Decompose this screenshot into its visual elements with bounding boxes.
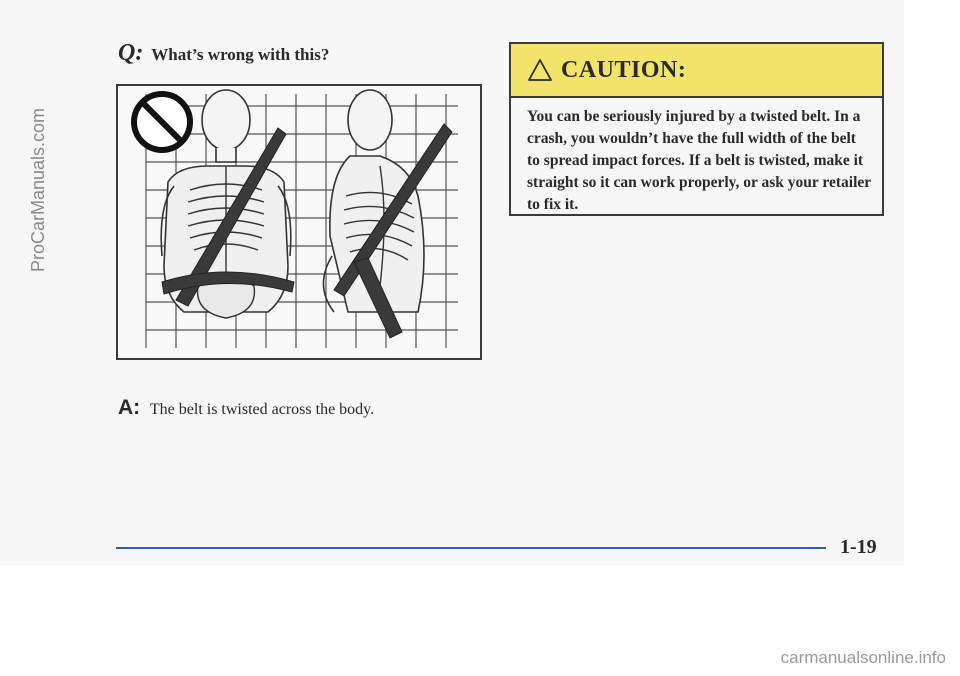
- illustration-drawing: [118, 86, 480, 358]
- caution-box: [509, 42, 884, 216]
- caution-header: [511, 44, 882, 98]
- bottom-watermark: carmanualsonline.info: [780, 648, 946, 667]
- warning-triangle-icon: [527, 58, 553, 82]
- answer-line: [118, 396, 374, 420]
- prohibition-icon: [134, 94, 190, 150]
- question-text: What’s wrong with this?: [151, 45, 330, 64]
- question-marker: Q:: [118, 40, 144, 66]
- manual-page: ProCarManuals.com Q: What’s wrong with this? A: The belt is twisted across the body. CAUTION: You can be seriously injured by a twisted belt. In a crash, you wouldn’t have the full width of the belt to spread impact forces. If a belt is twisted, make it straight so it can work properly, or ask your retailer to fix it. 1-19: [0, 0, 904, 566]
- caution-body: You can be seriously injured by a twisted belt. In a crash, you wouldn’t have the full width of the belt to spread impact forces. If a belt is twisted, make it straight so it can work properly, or ask your retailer to fix it.: [527, 108, 871, 213]
- page-number: 1-19: [840, 536, 877, 558]
- answer-text: The belt is twisted across the body.: [149, 401, 375, 418]
- twisted-belt-illustration: [116, 84, 482, 360]
- caution-title: CAUTION:: [561, 56, 687, 83]
- question-line: [118, 40, 329, 67]
- answer-marker: A:: [118, 396, 141, 419]
- footer-rule: [116, 547, 826, 549]
